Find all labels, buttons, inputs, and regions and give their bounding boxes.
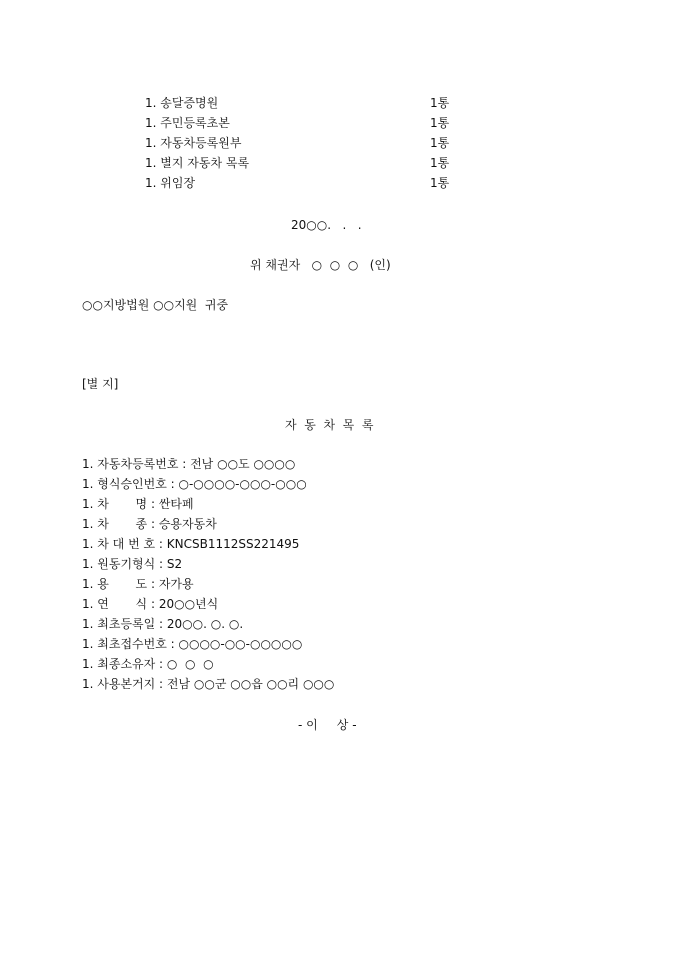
vehicle-item-label: 1. 최종소유자: [82, 657, 156, 671]
attachment-qty: 1통: [430, 96, 450, 110]
attachment-label: 1. 위임장: [145, 176, 196, 190]
attachment-qty: 1통: [430, 156, 450, 170]
vehicle-item-label: 1. 자동차등록번호: [82, 457, 179, 471]
vehicle-item-type-approval-number: [82, 478, 334, 498]
attachment-item: [145, 157, 450, 171]
vehicle-item-chassis-number: [82, 538, 334, 558]
appendix-title: 자 동 차 목 록: [285, 418, 374, 432]
attachment-item: [145, 137, 450, 151]
appendix-label: [별 지]: [82, 377, 119, 391]
vehicle-item-value: : ○-○○○○-○○○-○○○: [166, 477, 307, 491]
vehicle-item-first-registration-date: [82, 618, 334, 638]
attachment-qty: 1통: [430, 116, 450, 130]
attachment-item: [145, 97, 450, 111]
vehicle-item-value: : 20○○. ○. ○.: [155, 617, 244, 631]
vehicle-item-value: : 싼타페: [147, 497, 194, 511]
vehicle-item-vehicle-class: [82, 518, 334, 538]
creditor-signature-line: 위 채권자 ○ ○ ○ (인): [250, 258, 391, 272]
closing-mark: - 이 상 -: [298, 718, 357, 732]
vehicle-item-usage: [82, 578, 334, 598]
vehicle-item-engine-type: [82, 558, 334, 578]
vehicle-item-label: 1. 용 도: [82, 577, 148, 591]
vehicle-item-value: : 전남 ○○군 ○○읍 ○○리 ○○○: [155, 677, 335, 691]
vehicle-item-label: 1. 원동기형식: [82, 557, 156, 571]
vehicle-item-label: 1. 최초등록일: [82, 617, 156, 631]
vehicle-item-label: 1. 최초접수번호: [82, 637, 167, 651]
attachment-label: 1. 자동차등록원부: [145, 136, 242, 150]
vehicle-details-list: [82, 458, 334, 698]
vehicle-item-registration-number: [82, 458, 334, 478]
attachment-label: 1. 송달증명원: [145, 96, 219, 110]
vehicle-item-value: : ○○○○-○○-○○○○○: [166, 637, 303, 651]
attachment-item: [145, 177, 450, 191]
vehicle-item-label: 1. 사용본거지: [82, 677, 156, 691]
attachment-item: [145, 117, 450, 131]
attachment-qty: 1통: [430, 136, 450, 150]
vehicle-item-base-location: [82, 678, 334, 698]
vehicle-item-label: 1. 연 식: [82, 597, 148, 611]
attachment-label: 1. 주민등록초본: [145, 116, 230, 130]
vehicle-item-label: 1. 차 종: [82, 517, 148, 531]
vehicle-item-model-name: [82, 498, 334, 518]
attachment-label: 1. 별지 자동차 목록: [145, 156, 250, 170]
vehicle-item-value: : ○ ○ ○: [155, 657, 214, 671]
vehicle-item-value: : KNCSB1112SS221495: [155, 537, 300, 551]
vehicle-item-model-year: [82, 598, 334, 618]
vehicle-item-value: : 20○○년식: [147, 597, 219, 611]
court-addressee: ○○지방법원 ○○지원 귀중: [82, 298, 229, 312]
vehicle-item-value: : 승용자동차: [147, 517, 217, 531]
vehicle-item-label: 1. 차 대 번 호: [82, 537, 156, 551]
vehicle-item-label: 1. 형식승인번호: [82, 477, 167, 491]
vehicle-item-first-receipt-number: [82, 638, 334, 658]
vehicle-item-value: : 자가용: [147, 577, 194, 591]
vehicle-item-value: : 전남 ○○도 ○○○○: [178, 457, 296, 471]
vehicle-item-value: : S2: [155, 557, 183, 571]
attachment-qty: 1통: [430, 176, 450, 190]
vehicle-item-label: 1. 차 명: [82, 497, 148, 511]
document-date: 20○○. . .: [291, 218, 362, 232]
vehicle-item-final-owner: [82, 658, 334, 678]
